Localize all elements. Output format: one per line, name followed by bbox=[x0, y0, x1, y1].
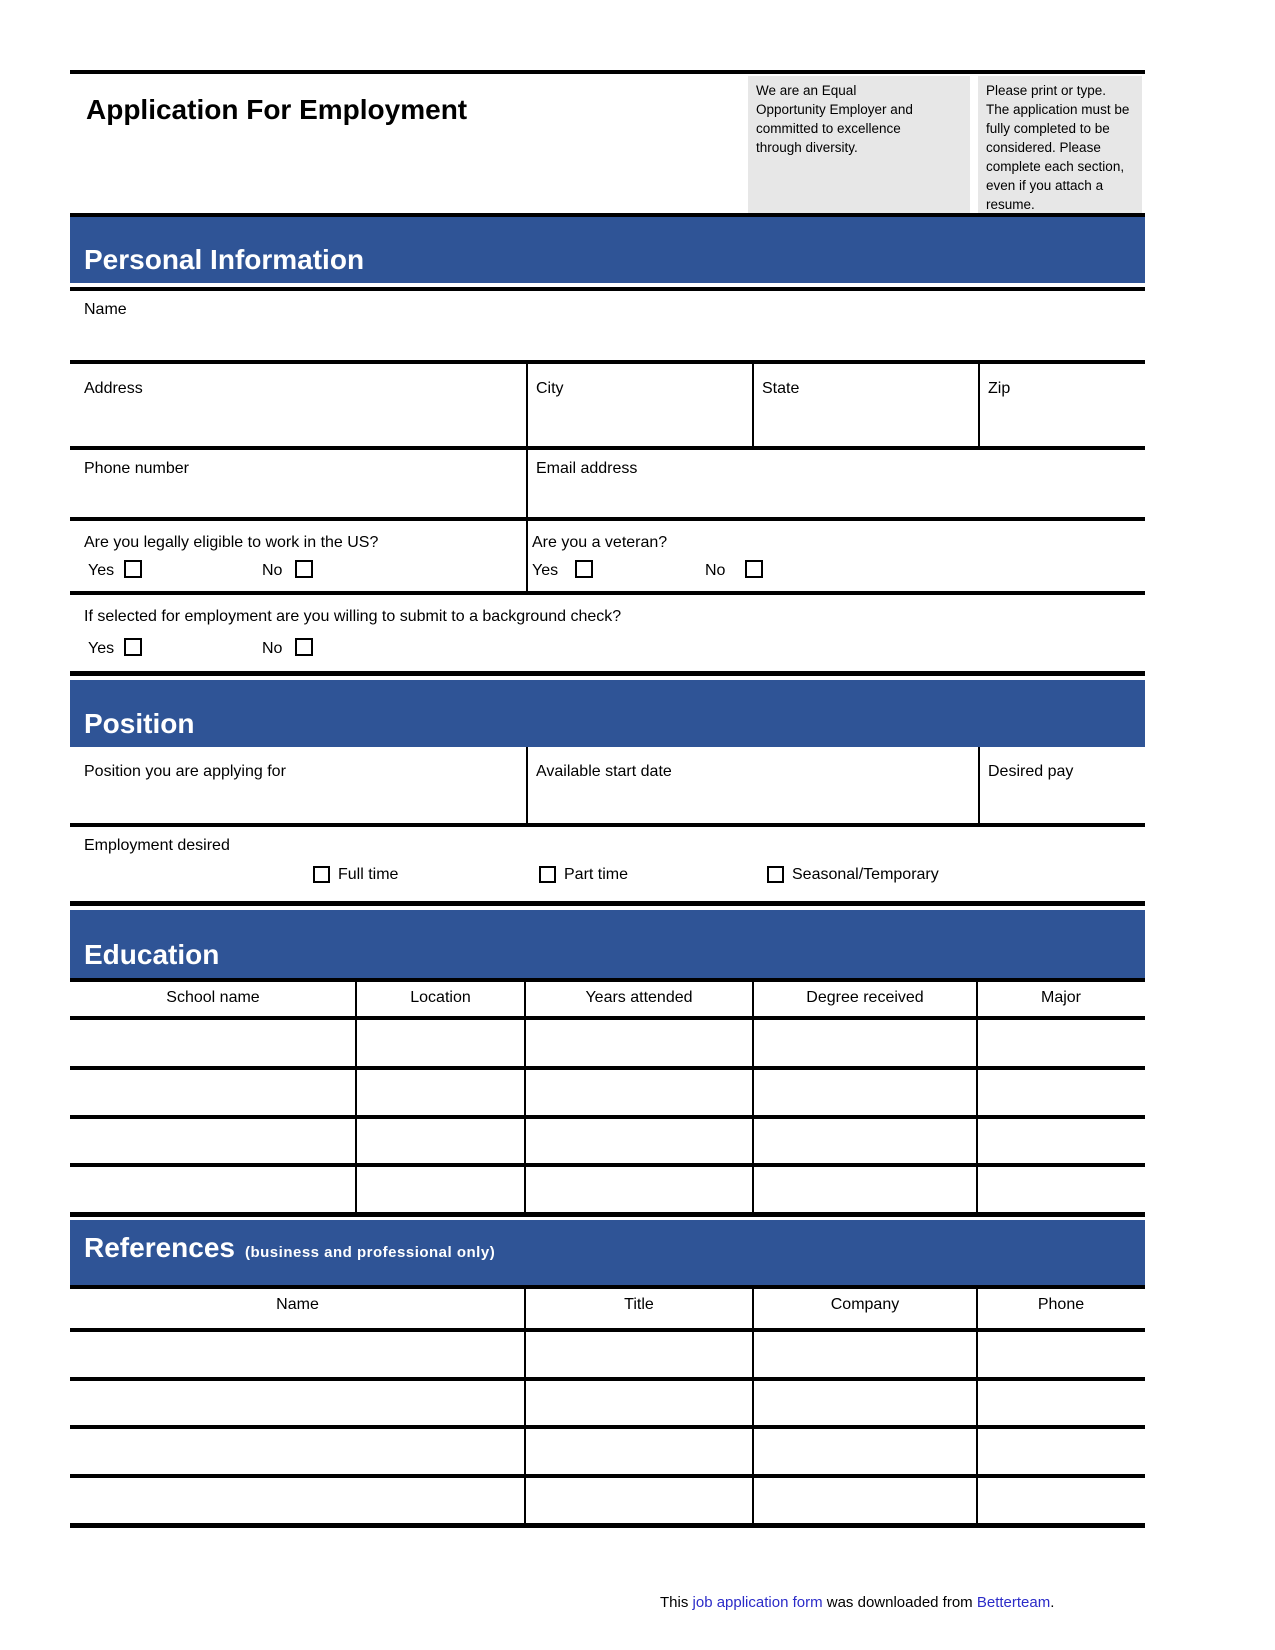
education-col-years: Years attended bbox=[585, 989, 693, 1006]
education-col-location: Location bbox=[410, 989, 471, 1006]
references-cell-company[interactable] bbox=[753, 1332, 977, 1377]
eligible-yes-label: Yes bbox=[88, 562, 115, 579]
notice-line: We are an Equal bbox=[756, 83, 857, 98]
section-title: Position bbox=[84, 708, 195, 739]
notice-line: even if you attach a bbox=[986, 178, 1104, 193]
state-label: State bbox=[762, 380, 800, 397]
divider-line bbox=[70, 446, 1145, 450]
references-cell-title[interactable] bbox=[525, 1381, 753, 1425]
references-col-title: Title bbox=[624, 1296, 654, 1313]
references-cell-name[interactable] bbox=[70, 1429, 525, 1474]
references-cell-phone[interactable] bbox=[977, 1478, 1145, 1523]
divider-line bbox=[70, 591, 1145, 595]
zip-label: Zip bbox=[988, 380, 1011, 397]
zip-field[interactable] bbox=[981, 402, 1145, 444]
position-field[interactable] bbox=[70, 786, 525, 821]
veteran-yes-checkbox[interactable] bbox=[575, 560, 593, 578]
education-cell-degree[interactable] bbox=[753, 1070, 977, 1115]
education-cell-school[interactable] bbox=[70, 1167, 356, 1212]
section-title: Personal Information bbox=[84, 244, 365, 275]
notice-line: complete each section, bbox=[986, 159, 1125, 174]
education-table-row bbox=[70, 1020, 1145, 1066]
eligible-no-label: No bbox=[262, 562, 283, 579]
footer-text: . bbox=[1050, 1594, 1055, 1611]
education-cell-degree[interactable] bbox=[753, 1020, 977, 1066]
city-field[interactable] bbox=[529, 402, 751, 444]
education-cell-location[interactable] bbox=[356, 1167, 525, 1212]
divider-line bbox=[70, 1328, 1145, 1332]
column-line bbox=[526, 747, 528, 823]
education-cell-major[interactable] bbox=[977, 1119, 1145, 1163]
job-application-form-link[interactable]: job application form bbox=[692, 1594, 823, 1611]
references-cell-company[interactable] bbox=[753, 1429, 977, 1474]
education-col-school: School name bbox=[166, 989, 260, 1006]
references-cell-phone[interactable] bbox=[977, 1381, 1145, 1425]
start-date-label: Available start date bbox=[536, 763, 672, 780]
education-cell-degree[interactable] bbox=[753, 1119, 977, 1163]
section-header-position bbox=[70, 680, 1145, 747]
section-subtitle: (business and professional only) bbox=[244, 1244, 496, 1261]
references-cell-name[interactable] bbox=[70, 1332, 525, 1377]
notice-line: Please print or type. bbox=[986, 83, 1107, 98]
divider-line bbox=[70, 1066, 1145, 1070]
veteran-question: Are you a veteran? bbox=[532, 534, 668, 551]
education-cell-degree[interactable] bbox=[753, 1167, 977, 1212]
background-yes-checkbox[interactable] bbox=[124, 638, 142, 656]
references-cell-company[interactable] bbox=[753, 1478, 977, 1523]
references-table-row bbox=[70, 1429, 1145, 1474]
city-label: City bbox=[536, 380, 564, 397]
name-label: Name bbox=[84, 301, 127, 318]
section-title: Education bbox=[84, 939, 220, 970]
divider-line bbox=[70, 517, 1145, 521]
education-cell-years[interactable] bbox=[525, 1167, 753, 1212]
divider-line bbox=[70, 1425, 1145, 1429]
references-cell-phone[interactable] bbox=[977, 1332, 1145, 1377]
education-cell-major[interactable] bbox=[977, 1020, 1145, 1066]
references-cell-title[interactable] bbox=[525, 1478, 753, 1523]
address-label: Address bbox=[84, 380, 143, 397]
notice-line: fully completed to be bbox=[986, 121, 1110, 136]
desired-pay-field[interactable] bbox=[981, 786, 1145, 821]
divider-line bbox=[70, 360, 1145, 364]
education-cell-school[interactable] bbox=[70, 1119, 356, 1163]
column-line bbox=[978, 747, 980, 823]
position-applying-label: Position you are applying for bbox=[84, 763, 286, 780]
divider-line bbox=[70, 978, 1145, 982]
page-title: Application For Employment bbox=[86, 94, 468, 125]
email-field[interactable] bbox=[529, 482, 1145, 515]
divider-line bbox=[70, 1016, 1145, 1020]
seasonal-temporary-checkbox[interactable] bbox=[767, 866, 784, 883]
footer-text: was downloaded from bbox=[822, 1594, 977, 1611]
divider-line bbox=[70, 1377, 1145, 1381]
education-table-row bbox=[70, 1167, 1145, 1212]
section-header-personal bbox=[70, 217, 1145, 283]
education-cell-location[interactable] bbox=[356, 1070, 525, 1115]
background-no-checkbox[interactable] bbox=[295, 638, 313, 656]
background-yes-label: Yes bbox=[88, 640, 115, 657]
references-cell-name[interactable] bbox=[70, 1478, 525, 1523]
eligible-no-checkbox[interactable] bbox=[295, 560, 313, 578]
notice-line: Opportunity Employer and bbox=[756, 102, 913, 117]
veteran-yes-label: Yes bbox=[532, 562, 559, 579]
education-cell-school[interactable] bbox=[70, 1020, 356, 1066]
column-line bbox=[978, 364, 980, 446]
education-table-row bbox=[70, 1070, 1145, 1115]
betterteam-link[interactable]: Betterteam bbox=[976, 1594, 1051, 1611]
employment-desired-label: Employment desired bbox=[84, 837, 230, 854]
education-cell-school[interactable] bbox=[70, 1070, 356, 1115]
notice-line: committed to excellence bbox=[756, 121, 901, 136]
references-cell-company[interactable] bbox=[753, 1381, 977, 1425]
references-cell-title[interactable] bbox=[525, 1332, 753, 1377]
divider-line bbox=[70, 1474, 1145, 1478]
part-time-checkbox[interactable] bbox=[539, 866, 556, 883]
column-line bbox=[526, 450, 528, 517]
references-col-company: Company bbox=[830, 1296, 900, 1313]
divider-line bbox=[70, 1523, 1145, 1528]
eligible-yes-checkbox[interactable] bbox=[124, 560, 142, 578]
phone-label: Phone number bbox=[84, 460, 189, 477]
divider-line bbox=[70, 287, 1145, 291]
seasonal-temporary-label: Seasonal/Temporary bbox=[792, 866, 939, 883]
references-cell-name[interactable] bbox=[70, 1381, 525, 1425]
notice-line: considered. Please bbox=[986, 140, 1101, 155]
education-cell-location[interactable] bbox=[356, 1020, 525, 1066]
references-col-name: Name bbox=[276, 1296, 319, 1313]
email-label: Email address bbox=[536, 460, 638, 477]
print-instructions-notice bbox=[978, 76, 1142, 214]
education-col-degree: Degree received bbox=[806, 989, 924, 1006]
education-cell-major[interactable] bbox=[977, 1167, 1145, 1212]
top-rule bbox=[70, 70, 1145, 74]
divider-line bbox=[70, 1212, 1145, 1217]
divider-line bbox=[70, 671, 1145, 676]
start-date-field[interactable] bbox=[529, 786, 977, 821]
eligible-question: Are you legally eligible to work in the US? bbox=[84, 534, 379, 551]
education-cell-years[interactable] bbox=[525, 1070, 753, 1115]
column-line bbox=[526, 364, 528, 446]
name-field[interactable] bbox=[70, 324, 1145, 358]
references-table-row bbox=[70, 1381, 1145, 1425]
divider-line bbox=[70, 1163, 1145, 1167]
education-cell-major[interactable] bbox=[977, 1070, 1145, 1115]
column-line bbox=[752, 364, 754, 446]
references-col-phone: Phone bbox=[1037, 1296, 1085, 1313]
footer-text: This bbox=[660, 1594, 693, 1611]
full-time-label: Full time bbox=[338, 866, 399, 883]
divider-line bbox=[70, 901, 1145, 906]
background-no-label: No bbox=[262, 640, 283, 657]
references-table-row bbox=[70, 1332, 1145, 1377]
references-cell-title[interactable] bbox=[525, 1429, 753, 1474]
desired-pay-label: Desired pay bbox=[988, 763, 1074, 780]
eeo-notice bbox=[748, 76, 970, 214]
section-header-references bbox=[70, 1220, 1145, 1285]
divider-line bbox=[70, 1115, 1145, 1119]
notice-line: The application must be bbox=[986, 102, 1130, 117]
veteran-no-checkbox[interactable] bbox=[745, 560, 763, 578]
references-table-row bbox=[70, 1478, 1145, 1523]
notice-line: resume. bbox=[986, 197, 1035, 212]
footer-attribution bbox=[660, 1594, 1055, 1611]
state-field[interactable] bbox=[755, 402, 977, 444]
education-cell-years[interactable] bbox=[525, 1020, 753, 1066]
section-title: References bbox=[84, 1232, 235, 1263]
notice-line: through diversity. bbox=[756, 140, 858, 155]
full-time-checkbox[interactable] bbox=[313, 866, 330, 883]
divider-line bbox=[70, 1285, 1145, 1289]
references-cell-phone[interactable] bbox=[977, 1429, 1145, 1474]
education-table-row bbox=[70, 1119, 1145, 1163]
education-cell-years[interactable] bbox=[525, 1119, 753, 1163]
education-cell-location[interactable] bbox=[356, 1119, 525, 1163]
part-time-label: Part time bbox=[564, 866, 629, 883]
phone-field[interactable] bbox=[70, 482, 525, 515]
education-col-major: Major bbox=[1040, 989, 1081, 1006]
column-line bbox=[526, 521, 528, 591]
background-check-question: If selected for employment are you willing to submit to a background check? bbox=[84, 608, 622, 625]
divider-line bbox=[70, 823, 1145, 827]
veteran-no-label: No bbox=[705, 562, 726, 579]
section-header-education bbox=[70, 910, 1145, 978]
address-field[interactable] bbox=[70, 402, 525, 444]
